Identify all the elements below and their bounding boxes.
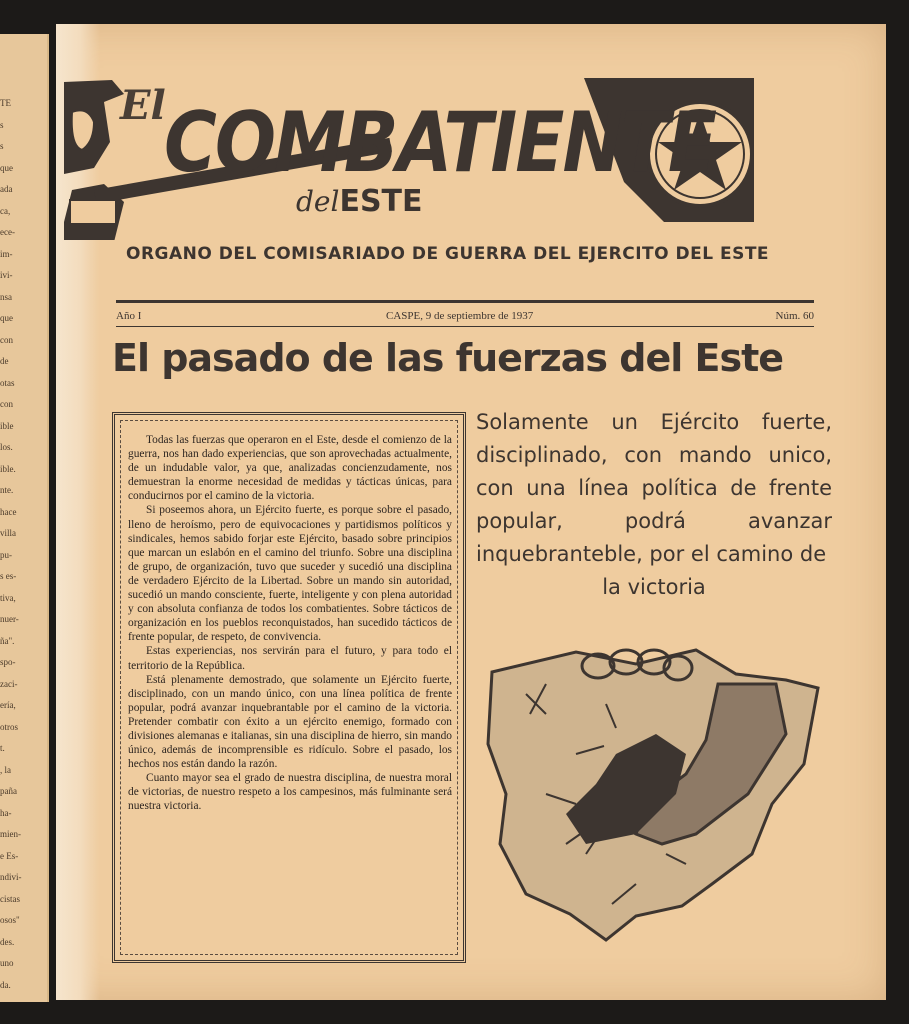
- adjacent-page-fragment: ible.: [0, 463, 16, 474]
- adjacent-page-fragment: hace: [0, 506, 17, 517]
- adjacent-page-fragment: s: [0, 141, 4, 151]
- adjacent-page-fragment: ndivi-: [0, 872, 22, 882]
- article-body: [128, 433, 452, 814]
- adjacent-page-fragment: ece-: [0, 227, 15, 237]
- adjacent-page-fragment: s es-: [0, 571, 17, 581]
- adjacent-page-fragment: spo-: [0, 657, 16, 667]
- adjacent-page-fragment: uno: [0, 958, 14, 968]
- adjacent-page-fragment: ivi-: [0, 270, 13, 280]
- adjacent-page-fragment: de: [0, 356, 9, 366]
- masthead: [64, 72, 770, 264]
- adjacent-page-fragment: ha-: [0, 807, 12, 818]
- adjacent-page-fragment: nsa: [0, 291, 12, 302]
- adjacent-page-fragment: t.: [0, 743, 5, 753]
- issue-place-date: CASPE, 9 de septiembre de 1937: [386, 310, 534, 322]
- issue-number: Núm. 60: [775, 310, 814, 322]
- info-rule: [116, 326, 814, 327]
- article-paragraph: Todas las fuerzas que operaron en el Este, desde el comienzo de la guerra, nos han dado experiencias, que son aprovechadas actualmente, de un indudable valor, ya que, analizadas concienzudamente, nos demuestran la enorme necesidad de medidas y tácticas únicas, para conducirnos por el camino de la victoria.: [128, 434, 452, 503]
- adjacent-page-fragment: s: [0, 119, 4, 130]
- article-paragraph: Cuanto mayor sea el grado de nuestra disciplina, de nuestra moral de victorias, de nuestro respeto a los campesinos, más fulminante será nuestra victoria.: [128, 772, 452, 813]
- adjacent-page-fragment: osos": [0, 915, 20, 925]
- masthead-title: COMBATIENTE: [164, 94, 716, 191]
- slogan: [476, 406, 832, 604]
- issue-info-line: [116, 308, 814, 326]
- adjacent-page-fragment: que: [0, 313, 13, 323]
- adjacent-page-fragment: ca,: [0, 205, 11, 216]
- adjacent-page-fragment: da.: [0, 979, 11, 990]
- adjacent-page-fragment: villa: [0, 528, 16, 538]
- adjacent-page-fragment: ería,: [0, 700, 16, 710]
- slogan-main: Solamente un Ejército fuerte, disciplinado, con mando unico, con una línea política de frente popular, podrá avanzar inquebranteble, por el camino de: [476, 410, 832, 566]
- adjacent-page-fragment: TE: [0, 98, 11, 108]
- adjacent-page-fragment: pu-: [0, 549, 12, 560]
- adjacent-page-fragment: mien-: [0, 829, 21, 839]
- adjacent-page-fragment: nte.: [0, 485, 14, 495]
- article-paragraph: Si poseemos ahora, un Ejército fuerte, es porque sobre el pasado, lleno de heroísmo, pero de equivocaciones y partidismos políticos y sindicales, hemos sabido forjar este Ejército, basado sobre principios que marcan un eslabón en el camino del triunfo. Sobre una disciplina de grupo, de organización, tuvo que suceder y sucedió una disciplina de verdadero Ejército de la Libertad. Sobre un mando sin autoridad, sucedió un mando consciente, fuerte, inteligente y con plena autoridad y con absoluta confianza de todos los combatientes. Sobre tácticos de organización en los pueblos reconquistados, han sucedido tácticos de frente popular, de respeto, de convivencia.: [128, 504, 452, 644]
- adjacent-page-fragment: ada: [0, 184, 13, 194]
- article-paragraph: Está plenamente demostrado, que solamente un Ejército fuerte, disciplinado, con un mando único, con una línea política de frente popular, podrá avanzar inquebrantable por el camino de la victoria. Pretender combatir con éxito a un ejército enemigo, formado con divisiones alemanas e italianas, sin una disciplina de hierro, sin mando único, además de incomprensible es ridículo. Sobre el pasado, los hechos nos están dando la razón.: [128, 673, 452, 771]
- adjacent-page: [0, 34, 49, 1002]
- adjacent-page-fragment: los.: [0, 442, 13, 452]
- masthead-este: ESTE: [339, 184, 423, 219]
- masthead-organ: ORGANO DEL COMISARIADO DE GUERRA DEL EJERCITO DEL ESTE: [126, 244, 770, 264]
- fist-over-map-of-spain-icon: [486, 644, 822, 944]
- issue-year: Año I: [116, 310, 142, 322]
- adjacent-page-fragment: con: [0, 399, 13, 409]
- adjacent-page-fragment: zaci-: [0, 678, 18, 689]
- illustration: [486, 644, 822, 944]
- adjacent-page-fragment: tiva,: [0, 592, 16, 603]
- adjacent-page-fragment: ña".: [0, 635, 15, 646]
- adjacent-page-fragment: nuer-: [0, 614, 19, 624]
- adjacent-page-fragment: e Es-: [0, 850, 19, 861]
- adjacent-page-fragment: otas: [0, 377, 15, 388]
- adjacent-page-fragment: im-: [0, 248, 13, 259]
- adjacent-page-fragment: cistas: [0, 893, 20, 904]
- masthead-el: El: [120, 82, 166, 129]
- masthead-rule: [116, 300, 814, 303]
- masthead-del: del: [296, 185, 340, 218]
- adjacent-page-fragment: , la: [0, 764, 11, 775]
- adjacent-page-fragment: con: [0, 334, 13, 345]
- slogan-last: la victoria: [602, 575, 706, 599]
- adjacent-page-fragment: ible: [0, 420, 14, 431]
- masthead-subtitle: [296, 184, 423, 219]
- adjacent-page-fragment: que: [0, 162, 13, 173]
- adjacent-page-fragment: paña: [0, 786, 17, 796]
- adjacent-page-fragment: des.: [0, 936, 15, 947]
- adjacent-page-fragment: otros: [0, 721, 18, 732]
- headline: El pasado de las fuerzas del Este: [112, 336, 784, 380]
- article-paragraph: Estas experiencias, nos servirán para el futuro, y para todo el territorio de la República.: [128, 645, 452, 672]
